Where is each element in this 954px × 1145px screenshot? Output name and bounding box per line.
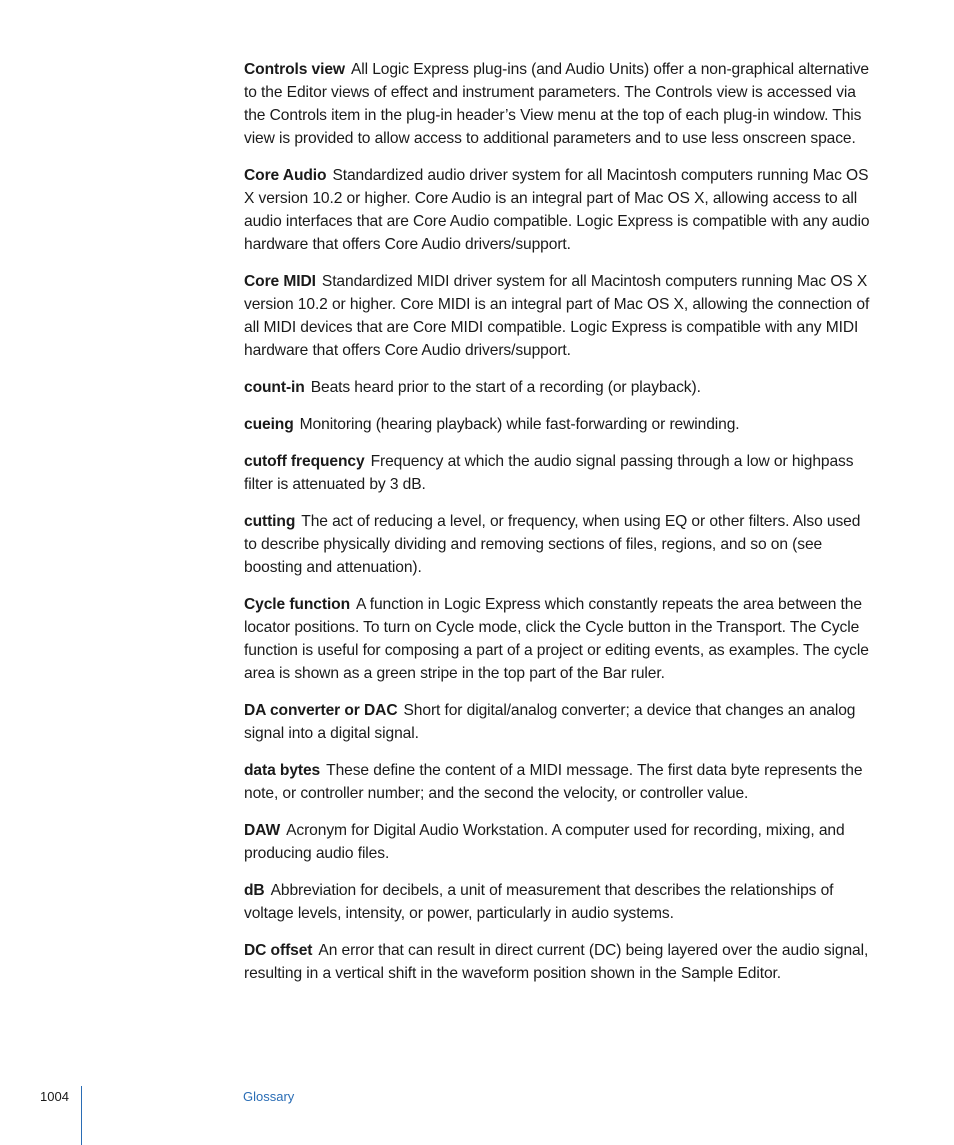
glossary-definition: These define the content of a MIDI message. The first data byte represents the note, or controller number; and the second the velocity, or controller value.: [244, 762, 863, 802]
glossary-entry: [244, 593, 874, 685]
glossary-term: DC offset: [244, 942, 313, 959]
glossary-term: Controls view: [244, 61, 345, 78]
glossary-term: cutoff frequency: [244, 453, 365, 470]
glossary-term: Core Audio: [244, 167, 327, 184]
glossary-term: count-in: [244, 379, 305, 396]
glossary-term: DA converter or DAC: [244, 702, 398, 719]
glossary-definition: Acronym for Digital Audio Workstation. A computer used for recording, mixing, and producing audio files.: [244, 822, 845, 862]
glossary-term: cueing: [244, 416, 294, 433]
glossary-term: dB: [244, 882, 265, 899]
page-number: 1004: [40, 1089, 69, 1104]
glossary-term: cutting: [244, 513, 296, 530]
glossary-term: Cycle function: [244, 596, 351, 613]
glossary-definition: A function in Logic Express which constantly repeats the area between the locator positions. To turn on Cycle mode, click the Cycle button in the Transport. The Cycle function is useful for composing a part of a project or editing events, as examples. The cycle area is shown as a green stripe in the top part of the Bar ruler.: [244, 596, 869, 682]
glossary-term: data bytes: [244, 762, 321, 779]
glossary-definition: Standardized audio driver system for all Macintosh computers running Mac OS X version 10.2 or higher. Core Audio is an integral part of Mac OS X, allowing access to all audio interfaces that are Core Audio compatible. Logic Express is compatible with any audio hardware that offers Core Audio drivers/support.: [244, 167, 870, 253]
glossary-definition: Abbreviation for decibels, a unit of measurement that describes the relationships of voltage levels, intensity, or power, particularly in audio systems.: [244, 882, 834, 922]
glossary-content: [244, 58, 874, 999]
section-name: Glossary: [243, 1089, 295, 1104]
page-footer: [0, 1086, 954, 1145]
glossary-definition: Short for digital/analog converter; a device that changes an analog signal into a digital signal.: [244, 702, 856, 742]
footer-divider: [81, 1086, 82, 1145]
glossary-entry: [244, 510, 874, 579]
glossary-entry: [244, 58, 874, 150]
glossary-term: Core MIDI: [244, 273, 316, 290]
glossary-definition: Monitoring (hearing playback) while fast-forwarding or rewinding.: [299, 416, 740, 433]
glossary-definition: Standardized MIDI driver system for all Macintosh computers running Mac OS X version 10.2 or higher. Core MIDI is an integral part of Mac OS X, allowing the connection of all MIDI devices that are Core MIDI compatible. Logic Express is compatible with any MIDI hardware that offers Core Audio drivers/support.: [244, 273, 870, 359]
glossary-entry: [244, 939, 874, 985]
glossary-definition: An error that can result in direct current (DC) being layered over the audio signal, resulting in a vertical shift in the waveform position shown in the Sample Editor.: [244, 942, 869, 982]
glossary-entry: [244, 819, 874, 865]
glossary-entry: [244, 699, 874, 745]
glossary-entry: [244, 413, 874, 436]
glossary-definition: Frequency at which the audio signal passing through a low or highpass filter is attenuated by 3 dB.: [244, 453, 854, 493]
glossary-entry: [244, 270, 874, 362]
glossary-definition: Beats heard prior to the start of a recording (or playback).: [310, 379, 701, 396]
glossary-entry: [244, 376, 874, 399]
glossary-definition: All Logic Express plug-ins (and Audio Units) offer a non-graphical alternative to the Editor views of effect and instrument parameters. The Controls view is accessed via the Controls item in the plug-in header’s View menu at the top of each plug-in window. This view is provided to allow access to additional parameters and to use less onscreen space.: [244, 61, 870, 147]
glossary-entry: [244, 164, 874, 256]
glossary-entry: [244, 759, 874, 805]
glossary-definition: The act of reducing a level, or frequency, when using EQ or other filters. Also used to describe physically dividing and removing sections of files, regions, and so on (see boosting and attenuation).: [244, 513, 861, 576]
glossary-entry: [244, 879, 874, 925]
glossary-term: DAW: [244, 822, 281, 839]
glossary-entry: [244, 450, 874, 496]
